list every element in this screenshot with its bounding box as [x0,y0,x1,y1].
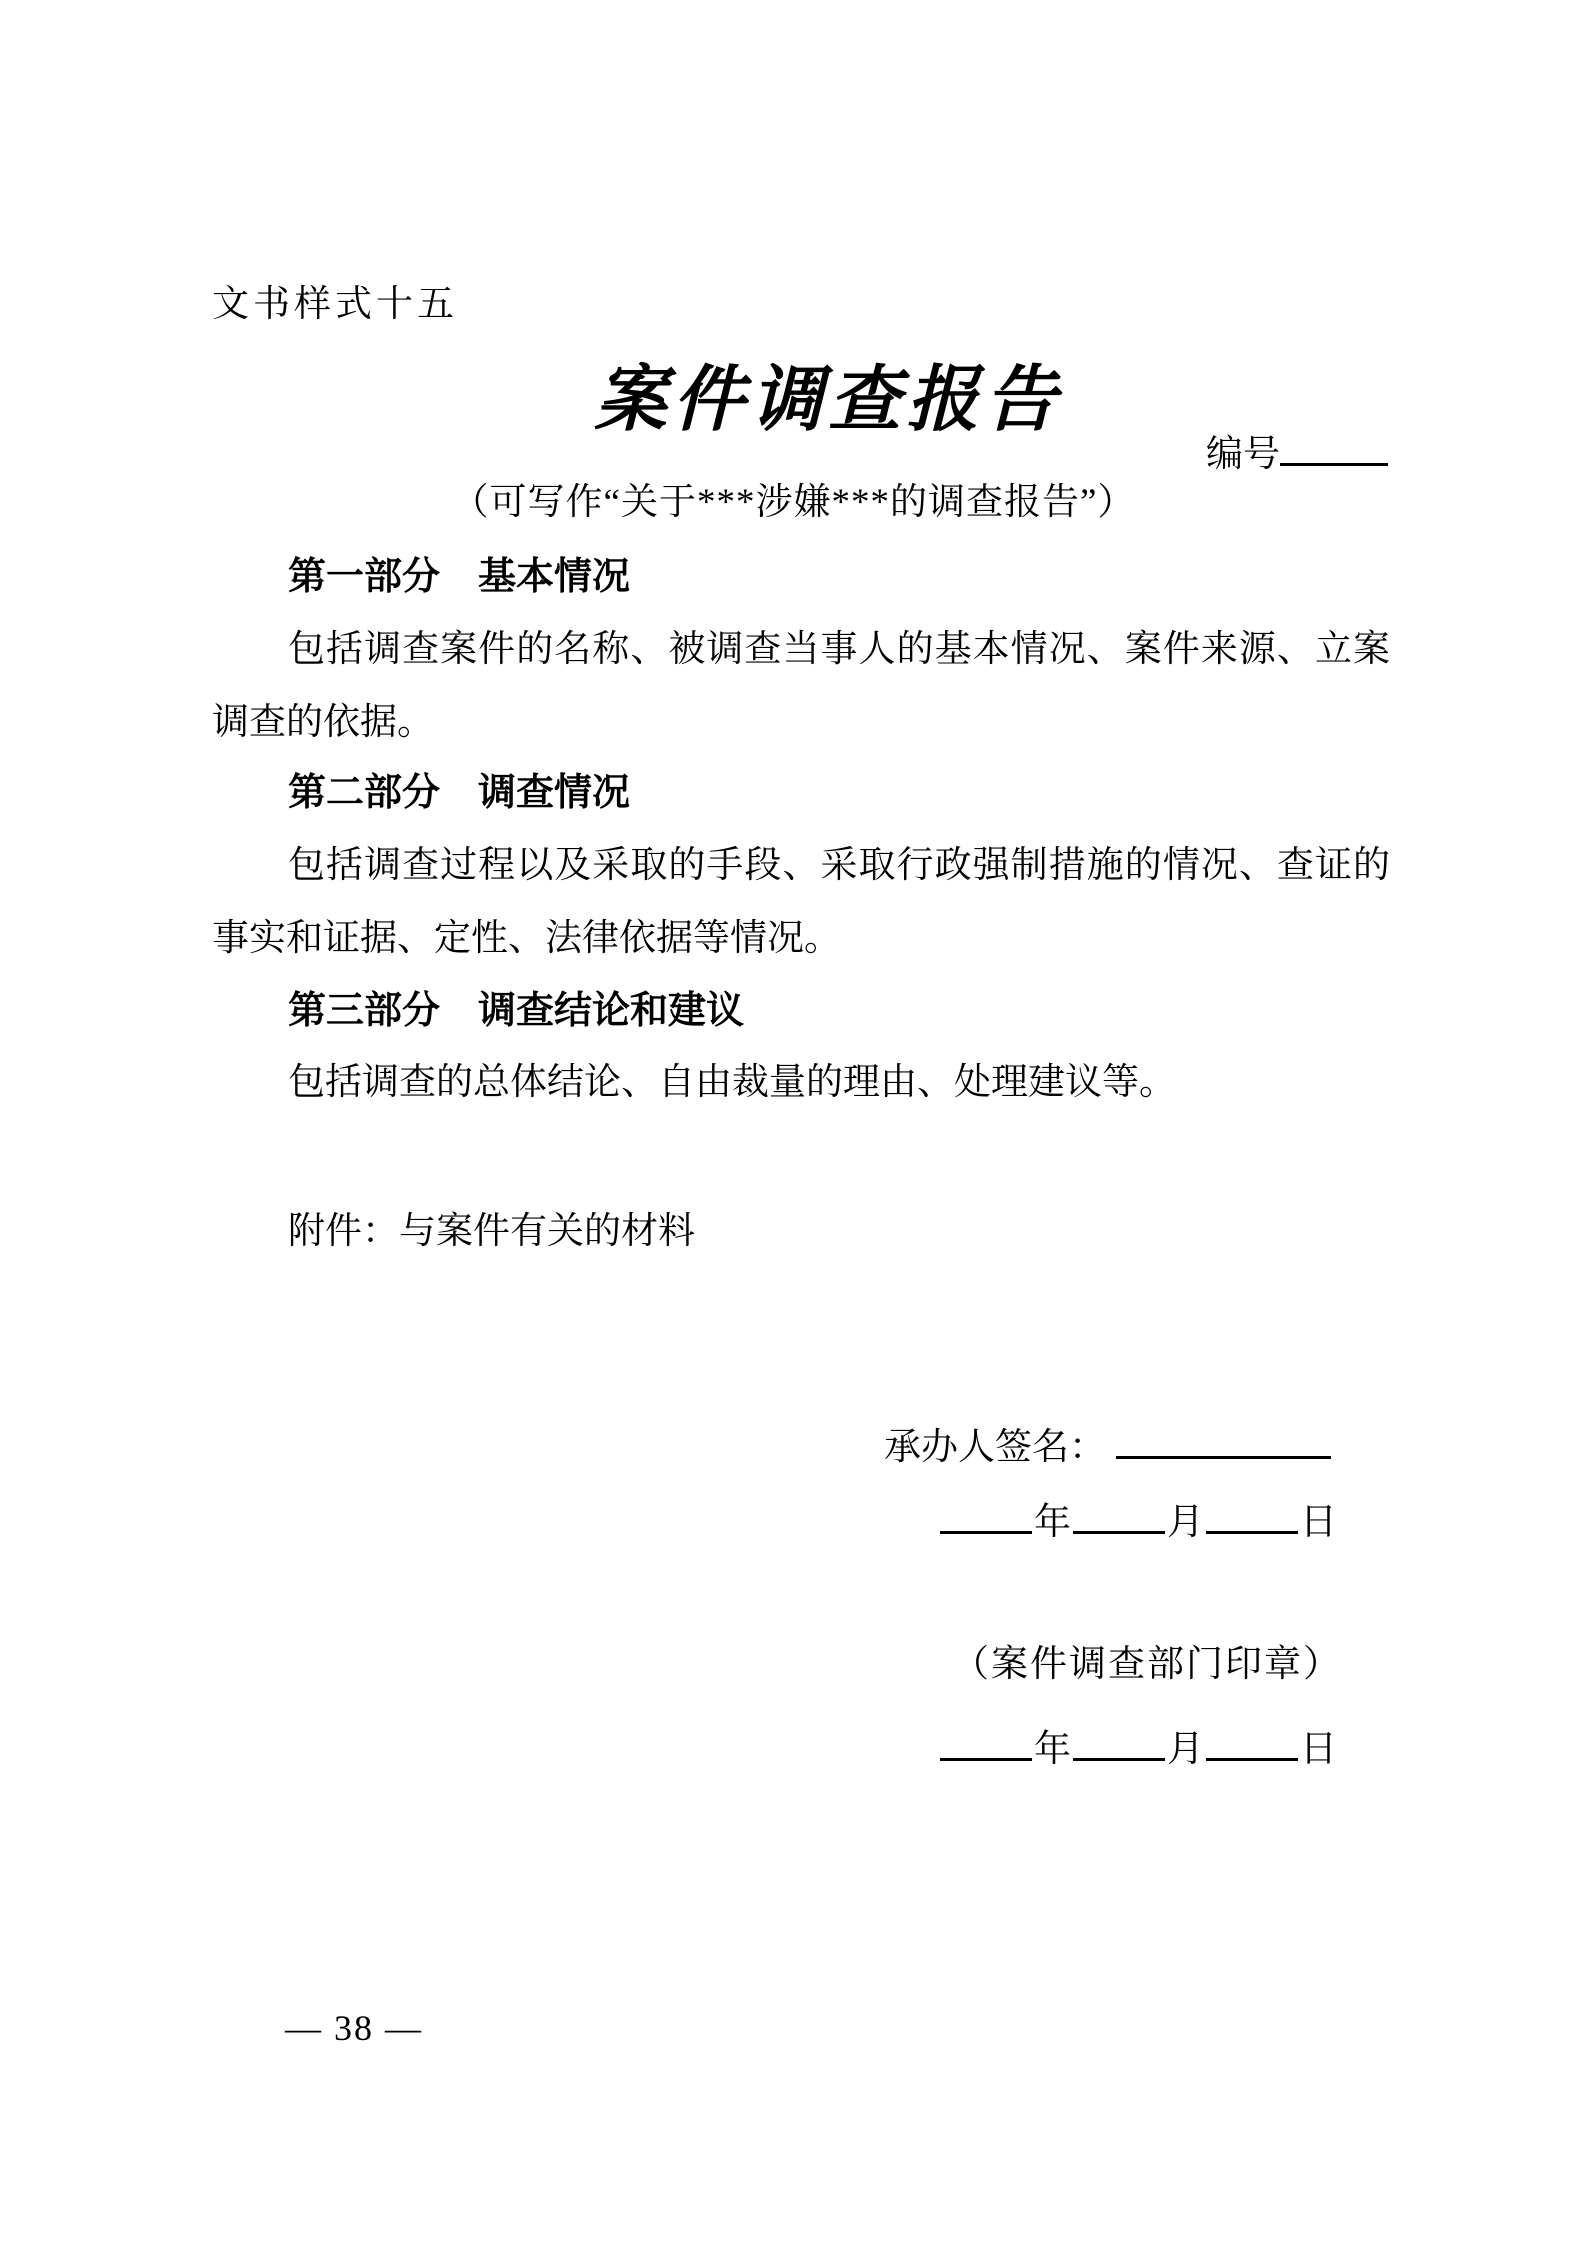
handler-date-line [940,1487,1339,1559]
month-label: 月 [1167,1729,1204,1770]
page-number: — 38 — [285,2008,423,2048]
seal-date-line [940,1714,1339,1786]
signature-label: 承办人签名： [884,1427,1106,1468]
year-blank-line [940,1494,1032,1534]
section-1-heading: 第一部分 基本情况 [288,556,631,598]
month-label: 月 [1167,1502,1204,1543]
day-blank-line [1206,1494,1298,1534]
signature-blank-line [1116,1419,1331,1459]
number-blank-line [1280,426,1388,466]
document-style-label: 文书样式十五 [212,284,458,325]
section-2-body: 包括调查过程以及采取的手段、采取行政强制措施的情况、查证的事实和证据、定性、法律依据等情况。 [212,845,1390,959]
section-3-heading: 第三部分 调查结论和建议 [288,990,745,1032]
document-subtitle: （可写作“关于***涉嫌***的调查报告”） [451,482,1136,523]
year-label: 年 [1034,1729,1071,1770]
month-blank-line [1073,1494,1165,1534]
signature-line [884,1412,1331,1484]
day-blank-line [1206,1721,1298,1761]
section-1-body: 包括调查案件的名称、被调查当事人的基本情况、案件来源、立案调查的依据。 [212,629,1390,743]
attachment-line: 附件：与案件有关的材料 [288,1211,695,1252]
year-blank-line [940,1721,1032,1761]
section-3-body: 包括调查的总体结论、自由裁量的理由、处理建议等。 [288,1062,1176,1103]
day-label: 日 [1300,1729,1337,1770]
number-label: 编号 [1206,434,1280,475]
seal-note: （案件调查部门印章） [952,1644,1342,1685]
year-label: 年 [1034,1502,1071,1543]
month-blank-line [1073,1721,1165,1761]
day-label: 日 [1300,1502,1337,1543]
document-title: 案件调查报告 [594,360,1063,440]
section-2-heading: 第二部分 调查情况 [288,772,631,814]
